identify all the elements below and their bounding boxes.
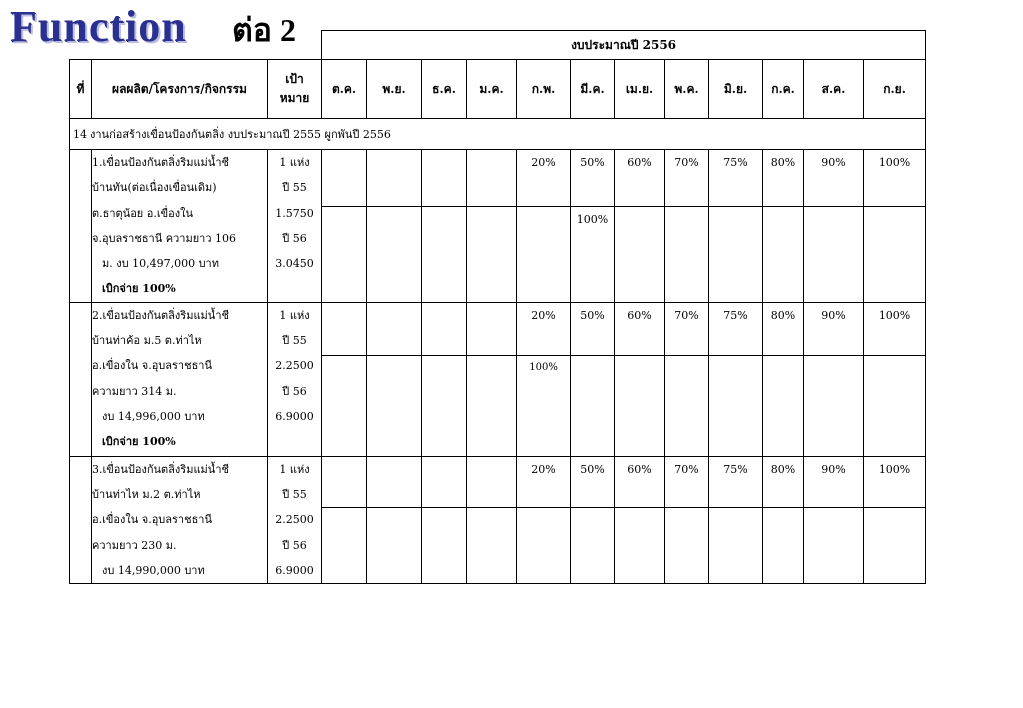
plan-cell xyxy=(467,456,517,508)
project-description-line: บ้านท่าค้อ ม.5 ต.ท่าไห xyxy=(92,334,202,348)
plan-cell: 70% xyxy=(665,302,709,355)
project-description xyxy=(92,456,268,583)
disburse-cell xyxy=(422,508,467,584)
month-header: ม.ค. xyxy=(467,60,517,119)
plan-table xyxy=(69,30,926,584)
month-header: มี.ค. xyxy=(571,60,615,119)
project-description-line: 1.เขื่อนป้องกันตลิ่งริมแม่น้ำชี xyxy=(92,156,229,169)
plan-cell: 50% xyxy=(571,456,615,508)
project-target-line: ปี 55 xyxy=(282,488,307,502)
disburse-cell xyxy=(367,207,422,303)
plan-cell: 75% xyxy=(709,150,763,207)
page-title: Function xyxy=(10,2,187,51)
month-header: ก.ค. xyxy=(763,60,804,119)
plan-cell: 100% xyxy=(864,150,926,207)
project-no-cell xyxy=(70,150,92,303)
disburse-cell xyxy=(322,207,367,303)
plan-cell: 75% xyxy=(709,456,763,508)
plan-cell: 80% xyxy=(763,150,804,207)
project-target-line: ปี 56 xyxy=(282,384,307,398)
disburse-cell xyxy=(665,207,709,303)
section-row xyxy=(70,119,926,150)
project-target-line: 1.5750 xyxy=(275,206,314,220)
project-target-line: ปี 55 xyxy=(282,334,307,348)
disburse-cell xyxy=(665,355,709,456)
section-label: งานก่อสร้างเขื่อนป้องกันตลิ่ง งบประมาณปี 2555 ผูกพันปี 2556 xyxy=(90,128,391,141)
disburse-cell xyxy=(615,355,665,456)
month-header: ส.ค. xyxy=(804,60,864,119)
project-target xyxy=(268,150,322,303)
disburse-cell xyxy=(709,355,763,456)
month-header: ธ.ค. xyxy=(422,60,467,119)
col-target-line: หมาย xyxy=(279,91,310,105)
disburse-cell xyxy=(615,207,665,303)
plan-cell: 20% xyxy=(517,456,571,508)
month-header: ก.ย. xyxy=(864,60,926,119)
col-project-header: ผลผลิต/โครงการ/กิจกรรม xyxy=(92,60,268,119)
project-target-line: ปี 56 xyxy=(282,231,307,245)
project-description-line: เบิกจ่าย 100% xyxy=(102,435,176,449)
disburse-cell xyxy=(709,508,763,584)
project-description-line: อ.เขื่องใน จ.อุบลราชธานี xyxy=(92,513,212,527)
plan-cell: 90% xyxy=(804,302,864,355)
plan-cell: 20% xyxy=(517,150,571,207)
month-header: พ.ค. xyxy=(665,60,709,119)
project-plan-row xyxy=(70,456,926,508)
disburse-cell xyxy=(763,355,804,456)
disburse-cell xyxy=(367,508,422,584)
project-description-line: เบิกจ่าย 100% xyxy=(102,282,176,296)
project-description-line: 3.เขื่อนป้องกันตลิ่งริมแม่น้ำชี xyxy=(92,462,229,476)
plan-cell: 60% xyxy=(615,302,665,355)
project-description-line: จ.อุบลราชธานี ความยาว 106 xyxy=(92,231,236,245)
disburse-cell xyxy=(322,355,367,456)
plan-cell xyxy=(422,150,467,207)
project-description-line: ความยาว 230 ม. xyxy=(92,538,177,552)
plan-cell: 90% xyxy=(804,456,864,508)
plan-cell xyxy=(322,150,367,207)
plan-cell: 90% xyxy=(804,150,864,207)
plan-cell: 60% xyxy=(615,456,665,508)
project-description-line: ความยาว 314 ม. xyxy=(92,384,177,398)
project-target-line: 2.2500 xyxy=(275,513,314,527)
project-description-line: งบ 14,990,000 บาท xyxy=(102,563,205,577)
plan-cell xyxy=(367,150,422,207)
disburse-cell xyxy=(864,207,926,303)
project-plan-row xyxy=(70,150,926,207)
project-target-line: 3.0450 xyxy=(275,257,314,271)
project-target-line: ปี 55 xyxy=(282,181,307,195)
section-number: 14 xyxy=(73,128,87,141)
plan-cell xyxy=(322,456,367,508)
disburse-cell xyxy=(665,508,709,584)
plan-cell xyxy=(322,302,367,355)
plan-cell: 70% xyxy=(665,456,709,508)
disburse-cell xyxy=(804,207,864,303)
plan-cell: 50% xyxy=(571,150,615,207)
disburse-cell xyxy=(467,207,517,303)
project-target-line: 1 แห่ง xyxy=(279,156,310,169)
project-target-line: 6.9000 xyxy=(275,409,314,423)
disburse-cell: 100% xyxy=(517,355,571,456)
disburse-cell xyxy=(571,355,615,456)
budget-year-header: งบประมาณปี 2556 xyxy=(322,31,926,60)
project-plan-row xyxy=(70,302,926,355)
month-header: พ.ย. xyxy=(367,60,422,119)
disburse-cell xyxy=(571,508,615,584)
disburse-cell xyxy=(804,355,864,456)
plan-cell: 70% xyxy=(665,150,709,207)
col-target-header xyxy=(268,60,322,119)
project-description-line: บ้านท่าไห ม.2 ต.ท่าไห xyxy=(92,488,201,502)
disburse-cell xyxy=(367,355,422,456)
disburse-cell xyxy=(422,207,467,303)
month-header: ก.พ. xyxy=(517,60,571,119)
plan-cell: 75% xyxy=(709,302,763,355)
project-description xyxy=(92,302,268,456)
project-target xyxy=(268,302,322,456)
plan-cell xyxy=(422,456,467,508)
plan-cell: 20% xyxy=(517,302,571,355)
project-description-line: ต.ธาตุน้อย อ.เขื่องใน xyxy=(92,206,193,220)
disburse-cell: 100% xyxy=(571,207,615,303)
disburse-cell xyxy=(763,207,804,303)
plan-cell: 80% xyxy=(763,302,804,355)
disburse-cell xyxy=(517,207,571,303)
col-target-line: เป้า xyxy=(285,72,304,86)
plan-cell: 50% xyxy=(571,302,615,355)
disburse-cell xyxy=(517,508,571,584)
project-target-line: 2.2500 xyxy=(275,359,314,373)
plan-cell xyxy=(367,456,422,508)
plan-cell: 100% xyxy=(864,456,926,508)
col-no-header: ที่ xyxy=(70,60,92,119)
disburse-cell xyxy=(467,355,517,456)
project-target-line: 6.9000 xyxy=(275,563,314,577)
plan-cell xyxy=(467,150,517,207)
project-description xyxy=(92,150,268,303)
header-blank xyxy=(70,31,322,60)
disburse-cell xyxy=(422,355,467,456)
month-header: ต.ค. xyxy=(322,60,367,119)
disburse-cell xyxy=(615,508,665,584)
project-description-line: 2.เขื่อนป้องกันตลิ่งริมแม่น้ำชี xyxy=(92,308,229,322)
disburse-cell xyxy=(804,508,864,584)
project-description-line: ม. งบ 10,497,000 บาท xyxy=(102,257,219,271)
disburse-cell xyxy=(763,508,804,584)
project-description-line: งบ 14,996,000 บาท xyxy=(102,409,205,423)
project-description-line: บ้านทัน(ต่อเนื่องเขื่อนเดิม) xyxy=(92,181,217,195)
month-header: มิ.ย. xyxy=(709,60,763,119)
project-no-cell xyxy=(70,456,92,583)
disburse-cell xyxy=(864,508,926,584)
project-target-line: 1 แห่ง xyxy=(279,308,310,322)
project-target-line: 1 แห่ง xyxy=(279,462,310,476)
plan-cell xyxy=(422,302,467,355)
page-subtitle: ต่อ 2 xyxy=(232,12,296,48)
project-target-line: ปี 56 xyxy=(282,538,307,552)
plan-cell: 80% xyxy=(763,456,804,508)
project-description-line: อ.เขื่องใน จ.อุบลราชธานี xyxy=(92,359,212,373)
disburse-cell xyxy=(322,508,367,584)
plan-cell xyxy=(467,302,517,355)
project-no-cell xyxy=(70,302,92,456)
disburse-cell xyxy=(467,508,517,584)
plan-cell xyxy=(367,302,422,355)
disburse-cell xyxy=(709,207,763,303)
month-header: เม.ย. xyxy=(615,60,665,119)
plan-cell: 100% xyxy=(864,302,926,355)
project-target xyxy=(268,456,322,583)
plan-cell: 60% xyxy=(615,150,665,207)
disburse-cell xyxy=(864,355,926,456)
